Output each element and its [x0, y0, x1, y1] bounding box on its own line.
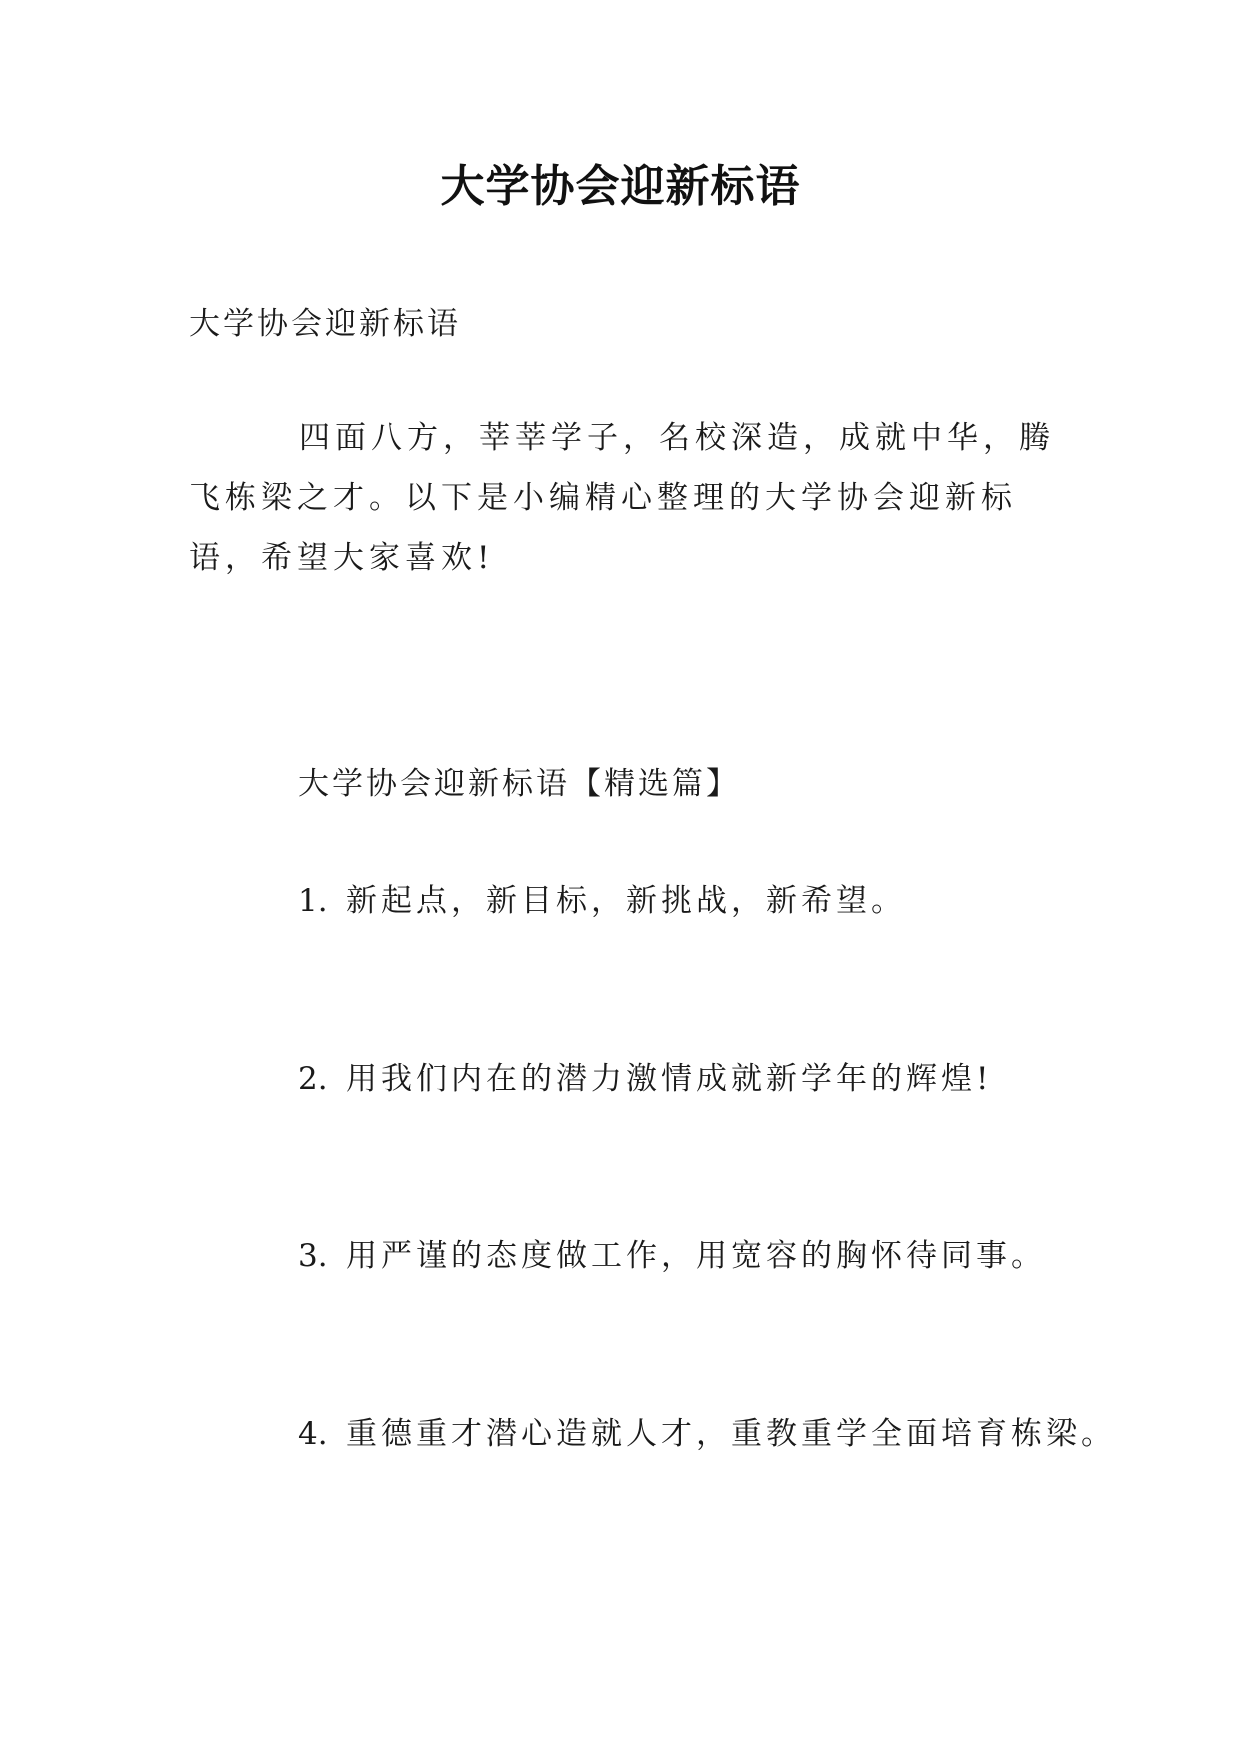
slogan-number: 3.	[298, 1238, 328, 1274]
subheading: 大学协会迎新标语	[189, 306, 461, 342]
slogan-item	[298, 1053, 992, 1098]
slogan-text: 新起点，新目标，新挑战，新希望。	[346, 883, 906, 919]
section-heading: 大学协会迎新标语【精选篇】	[298, 766, 740, 802]
slogan-text: 用严谨的态度做工作，用宽容的胸怀待同事。	[346, 1238, 1046, 1274]
page-title: 大学协会迎新标语	[440, 161, 801, 212]
slogan-text: 重德重才潜心造就人才，重教重学全面培育栋梁。	[346, 1416, 1116, 1452]
slogan-item	[298, 875, 906, 920]
slogan-number: 4.	[298, 1416, 328, 1452]
slogan-number: 1.	[298, 883, 328, 919]
slogan-text: 用我们内在的潜力激情成就新学年的辉煌!	[346, 1061, 993, 1097]
intro-paragraph: 四面八方，莘莘学子，名校深造，成就中华，腾飞栋梁之才。以下是小编精心整理的大学协会迎新标语，希望大家喜欢!	[189, 420, 1055, 576]
slogan-number: 2.	[298, 1061, 328, 1097]
slogan-item	[298, 1230, 1046, 1275]
slogan-item	[298, 1408, 1116, 1453]
